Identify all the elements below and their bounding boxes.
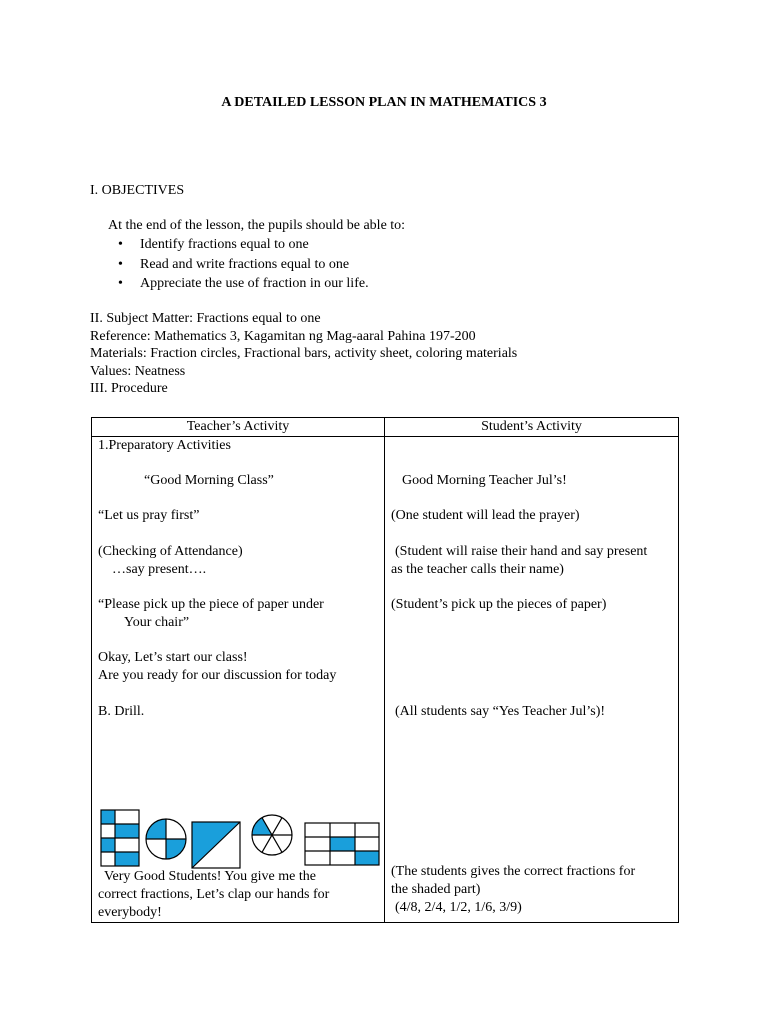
student-greeting: Good Morning Teacher Jul’s! — [402, 473, 567, 488]
student-prayer: (One student will lead the prayer) — [391, 508, 580, 523]
procedure-table — [91, 417, 679, 923]
fraction-grid-ninths — [305, 823, 379, 865]
objectives-intro: At the end of the lesson, the pupils should be able to: — [108, 218, 406, 233]
subject-matter-block — [90, 310, 517, 398]
fraction-square-half — [192, 822, 240, 868]
objectives-list — [118, 236, 369, 295]
procedure-heading: III. Procedure — [90, 381, 168, 396]
teacher-praise-line-2: correct fractions, Let’s clap our hands for — [98, 887, 330, 902]
student-answer-line-3: (4/8, 2/4, 1/2, 1/6, 3/9) — [395, 900, 522, 915]
preparatory-activities: 1.Preparatory Activities — [98, 438, 231, 453]
teacher-ready: Are you ready for our discussion for today — [98, 668, 337, 683]
teacher-attendance: (Checking of Attendance) — [98, 544, 243, 559]
teacher-praise-line-3: everybody! — [98, 905, 162, 920]
teacher-say-present: …say present…. — [112, 562, 207, 577]
table-row — [92, 437, 679, 923]
student-answer-line-1: (The students gives the correct fractions for — [391, 864, 636, 879]
reference: Reference: Mathematics 3, Kagamitan ng Mag-aaral Pahina 197-200 — [90, 328, 476, 344]
document-title: A DETAILED LESSON PLAN IN MATHEMATICS 3 — [221, 95, 547, 110]
teacher-pray: “Let us pray first” — [98, 508, 200, 523]
student-present-line-2: as the teacher calls their name) — [391, 562, 564, 577]
teacher-start: Okay, Let’s start our class! — [98, 650, 248, 665]
student-column — [385, 437, 679, 923]
drill-heading: B. Drill. — [98, 704, 145, 719]
teacher-praise-line-1: Very Good Students! You give me the — [104, 869, 316, 884]
drill-fraction-figures — [100, 809, 382, 871]
student-answer-line-2: the shaded part) — [391, 882, 481, 897]
teacher-greeting: “Good Morning Class” — [144, 473, 274, 488]
objective-item: • Identify fractions equal to one — [118, 236, 369, 256]
student-paper: (Student’s pick up the pieces of paper) — [391, 597, 607, 612]
fraction-grid-figure — [101, 810, 139, 866]
objectives-heading: I. OBJECTIVES — [90, 183, 185, 198]
objective-item: • Read and write fractions equal to one — [118, 256, 369, 276]
student-activity-header: Student’s Activity — [385, 418, 679, 437]
table-header-row — [92, 418, 679, 437]
teacher-activity-header: Teacher’s Activity — [92, 418, 385, 437]
materials: Materials: Fraction circles, Fractional bars, activity sheet, coloring materials — [90, 346, 518, 361]
subject-matter: II. Subject Matter: Fractions equal to one — [90, 311, 321, 326]
teacher-paper-line-2: Your chair” — [124, 615, 190, 630]
fraction-circle-sixths — [252, 815, 292, 855]
student-present-line-1: (Student will raise their hand and say present — [395, 544, 648, 559]
values: Values: Neatness — [90, 363, 186, 379]
teacher-column — [92, 437, 385, 923]
teacher-paper-line-1: “Please pick up the piece of paper under — [98, 597, 324, 612]
student-yes: (All students say “Yes Teacher Jul’s)! — [395, 704, 606, 719]
objective-item: • Appreciate the use of fraction in our life. — [118, 275, 369, 295]
fraction-circle-quarters — [146, 819, 186, 859]
